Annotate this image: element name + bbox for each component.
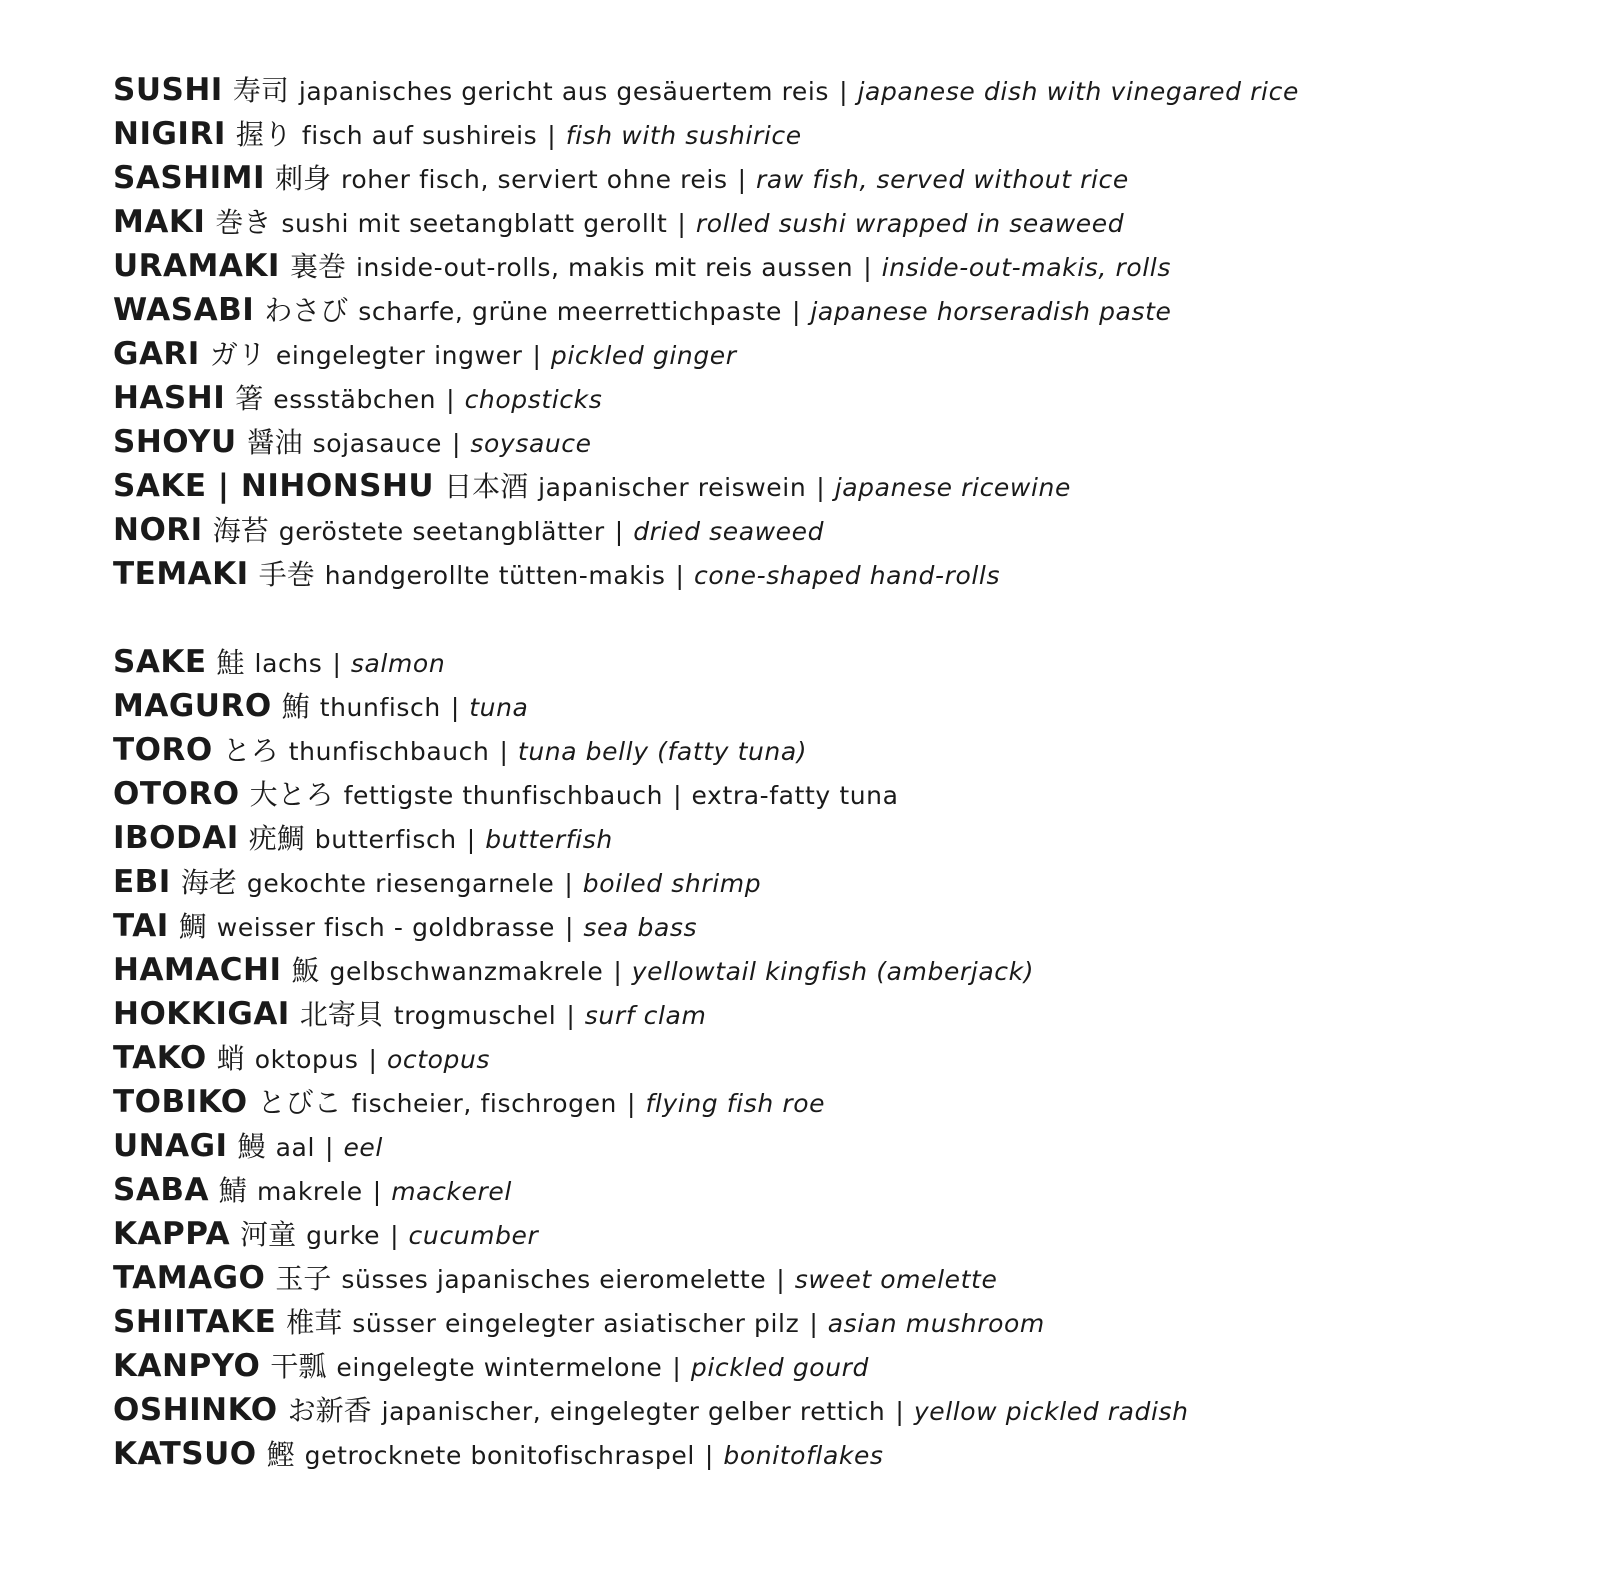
entry-kanji: 魬 bbox=[291, 954, 320, 987]
entry-english: tuna bbox=[469, 693, 529, 722]
entry-kanji: 箸 bbox=[235, 382, 264, 415]
entry-english: flying fish roe bbox=[645, 1089, 826, 1118]
entry-term: TEMAKI bbox=[113, 556, 249, 592]
glossary-entry bbox=[113, 684, 1573, 728]
entry-term: MAKI bbox=[113, 204, 206, 240]
entry-german: getrocknete bonitofischraspel bbox=[304, 1441, 695, 1470]
entry-english: salmon bbox=[350, 649, 446, 678]
entry-kanji: 鮪 bbox=[281, 690, 310, 723]
glossary-entry bbox=[113, 948, 1573, 992]
entry-english: eel bbox=[343, 1133, 383, 1162]
entry-term: URAMAKI bbox=[113, 248, 280, 284]
entry-kanji: お新香 bbox=[287, 1394, 372, 1427]
entry-german: geröstete seetangblätter bbox=[278, 517, 605, 546]
glossary-entry bbox=[113, 244, 1573, 288]
entry-kanji: 海老 bbox=[180, 866, 237, 899]
entry-separator: | bbox=[532, 341, 541, 370]
entry-term: SAKE | NIHONSHU bbox=[113, 468, 435, 504]
entry-separator: | bbox=[613, 957, 622, 986]
entry-german: gurke bbox=[306, 1221, 381, 1250]
entry-separator: | bbox=[547, 121, 556, 150]
entry-english: dried seaweed bbox=[633, 517, 825, 546]
entry-separator: | bbox=[566, 1001, 575, 1030]
entry-english: pickled ginger bbox=[550, 341, 737, 370]
glossary-entry bbox=[113, 112, 1573, 156]
entry-separator: | bbox=[390, 1221, 399, 1250]
entry-separator: | bbox=[816, 473, 825, 502]
entry-separator: | bbox=[372, 1177, 382, 1206]
entry-german: sushi mit seetangblatt gerollt bbox=[281, 209, 668, 238]
entry-german: gelbschwanzmakrele bbox=[329, 957, 604, 986]
entry-separator: | bbox=[677, 209, 686, 238]
glossary-entry bbox=[113, 332, 1573, 376]
entry-separator: | bbox=[368, 1045, 377, 1074]
entry-kanji: 鰻 bbox=[237, 1130, 266, 1163]
entry-german: gekochte riesengarnele bbox=[246, 869, 555, 898]
glossary-entry bbox=[113, 156, 1573, 200]
entry-english: cucumber bbox=[408, 1221, 539, 1250]
entry-term: HASHI bbox=[113, 380, 226, 416]
entry-english: fish with sushirice bbox=[565, 121, 802, 150]
glossary-entry bbox=[113, 728, 1573, 772]
entry-kanji: 日本酒 bbox=[444, 470, 529, 503]
entry-kanji: 寿司 bbox=[232, 74, 289, 107]
entry-german: handgerollte tütten-makis bbox=[324, 561, 666, 590]
entry-german: inside-out-rolls, makis mit reis aussen bbox=[355, 253, 854, 282]
entry-english: pickled gourd bbox=[690, 1353, 869, 1382]
entry-separator: | bbox=[564, 869, 573, 898]
entry-german: fisch auf sushireis bbox=[301, 121, 538, 150]
entry-term: OTORO bbox=[113, 776, 240, 812]
entry-separator: | bbox=[451, 429, 461, 458]
entry-term: SABA bbox=[113, 1172, 209, 1208]
entry-term: SHIITAKE bbox=[113, 1304, 277, 1340]
entry-term: WASABI bbox=[113, 292, 255, 328]
entry-kanji: 巻き bbox=[215, 206, 272, 239]
entry-term: SUSHI bbox=[113, 72, 223, 108]
entry-english: sea bass bbox=[583, 913, 698, 942]
glossary-entry bbox=[113, 640, 1573, 684]
entry-kanji: とびこ bbox=[257, 1086, 342, 1119]
glossary-entry bbox=[113, 200, 1573, 244]
entry-kanji: 手巻 bbox=[258, 558, 315, 591]
entry-kanji: 刺身 bbox=[275, 162, 332, 195]
entry-german: japanischer reiswein bbox=[538, 473, 807, 502]
glossary-entry bbox=[113, 816, 1573, 860]
entry-english: asian mushroom bbox=[827, 1309, 1045, 1338]
entry-kanji: 鰹 bbox=[266, 1438, 295, 1471]
glossary-entry bbox=[113, 68, 1573, 112]
entry-term: KANPYO bbox=[113, 1348, 261, 1384]
entry-english: bonitoflakes bbox=[723, 1441, 884, 1470]
entry-kanji: 醤油 bbox=[246, 426, 303, 459]
glossary-entry bbox=[113, 1344, 1573, 1388]
entry-german: fettigste thunfischbauch bbox=[343, 781, 664, 810]
entry-english: yellowtail kingfish (amberjack) bbox=[631, 957, 1035, 986]
entry-english: butterfish bbox=[485, 825, 613, 854]
entry-english: inside-out-makis, rolls bbox=[881, 253, 1171, 282]
entry-term: NORI bbox=[113, 512, 203, 548]
glossary-entry bbox=[113, 420, 1573, 464]
entry-german: japanischer, eingelegter gelber rettich bbox=[381, 1397, 886, 1426]
entry-kanji: 干瓢 bbox=[270, 1350, 327, 1383]
entry-separator: | bbox=[446, 385, 455, 414]
entry-term: TOBIKO bbox=[113, 1084, 248, 1120]
entry-kanji: ガリ bbox=[209, 338, 266, 371]
entry-separator: | bbox=[499, 737, 508, 766]
entry-separator: | bbox=[737, 165, 747, 194]
entry-term: TORO bbox=[113, 732, 213, 768]
entry-kanji: 海苔 bbox=[212, 514, 269, 547]
entry-term: TAMAGO bbox=[113, 1260, 266, 1296]
glossary-entry bbox=[113, 1168, 1573, 1212]
entry-term: HOKKIGAI bbox=[113, 996, 290, 1032]
entry-german: süsser eingelegter asiatischer pilz bbox=[352, 1309, 800, 1338]
entry-english: japanese ricewine bbox=[834, 473, 1071, 502]
entry-term: UNAGI bbox=[113, 1128, 228, 1164]
entry-english: rolled sushi wrapped in seaweed bbox=[695, 209, 1125, 238]
glossary-entry bbox=[113, 1080, 1573, 1124]
entry-separator: | bbox=[672, 1353, 681, 1382]
glossary-entry bbox=[113, 1300, 1573, 1344]
glossary-entry bbox=[113, 464, 1573, 508]
entry-separator: | bbox=[895, 1397, 904, 1426]
entry-separator: | bbox=[627, 1089, 636, 1118]
entry-kanji: 握り bbox=[235, 118, 292, 151]
entry-term: SAKE bbox=[113, 644, 207, 680]
glossary-entry bbox=[113, 1036, 1573, 1080]
entry-term: TAI bbox=[113, 908, 169, 944]
entry-term: KAPPA bbox=[113, 1216, 231, 1252]
entry-german: butterfisch bbox=[314, 825, 457, 854]
entry-english: octopus bbox=[386, 1045, 491, 1074]
entry-english: yellow pickled radish bbox=[913, 1397, 1189, 1426]
entry-german: lachs bbox=[254, 649, 323, 678]
entry-term: NIGIRI bbox=[113, 116, 226, 152]
entry-english: raw fish, served without rice bbox=[756, 165, 1129, 194]
entry-separator: | bbox=[466, 825, 476, 854]
entry-german: roher fisch, serviert ohne reis bbox=[341, 165, 728, 194]
entry-separator: | bbox=[332, 649, 341, 678]
entry-term: TAKO bbox=[113, 1040, 207, 1076]
entry-kanji: とろ bbox=[222, 734, 279, 767]
glossary-entry bbox=[113, 1124, 1573, 1168]
glossary-entry bbox=[113, 508, 1573, 552]
entry-separator: | bbox=[704, 1441, 714, 1470]
entry-german: aal bbox=[275, 1133, 315, 1162]
entry-kanji: 鯖 bbox=[218, 1174, 247, 1207]
entry-separator: | bbox=[776, 1265, 785, 1294]
entry-english: boiled shrimp bbox=[582, 869, 762, 898]
entry-term: IBODAI bbox=[113, 820, 239, 856]
entry-english: sweet omelette bbox=[794, 1265, 998, 1294]
entry-kanji: 北寄貝 bbox=[299, 998, 384, 1031]
entry-separator: | bbox=[673, 781, 682, 810]
entry-german: eingelegte wintermelone bbox=[336, 1353, 663, 1382]
entry-german: scharfe, grüne meerrettichpaste bbox=[358, 297, 782, 326]
glossary-entry bbox=[113, 772, 1573, 816]
entry-german: sojasauce bbox=[312, 429, 442, 458]
entry-separator: | bbox=[564, 913, 574, 942]
glossary-entry bbox=[113, 288, 1573, 332]
entry-kanji: 鮭 bbox=[216, 646, 245, 679]
entry-separator: | bbox=[863, 253, 872, 282]
glossary-section-basics bbox=[113, 68, 1573, 596]
entry-term: SHOYU bbox=[113, 424, 237, 460]
entry-separator: | bbox=[791, 297, 801, 326]
sushi-glossary bbox=[113, 68, 1573, 1476]
entry-english: surf clam bbox=[584, 1001, 707, 1030]
entry-german: weisser fisch - goldbrasse bbox=[216, 913, 555, 942]
entry-kanji: 大とろ bbox=[249, 778, 334, 811]
entry-separator: | bbox=[809, 1309, 818, 1338]
entry-english: chopsticks bbox=[464, 385, 603, 414]
entry-english: japanese dish with vinegared rice bbox=[857, 77, 1299, 106]
entry-separator: | bbox=[614, 517, 624, 546]
entry-german: trogmuschel bbox=[393, 1001, 557, 1030]
entry-english: tuna belly (fatty tuna) bbox=[517, 737, 808, 766]
glossary-entry bbox=[113, 992, 1573, 1036]
entry-kanji: 蛸 bbox=[216, 1042, 245, 1075]
entry-term: SASHIMI bbox=[113, 160, 266, 196]
entry-kanji: 玉子 bbox=[275, 1262, 332, 1295]
entry-english: mackerel bbox=[391, 1177, 512, 1206]
entry-separator: | bbox=[450, 693, 460, 722]
glossary-entry bbox=[113, 904, 1573, 948]
entry-english: cone-shaped hand-rolls bbox=[693, 561, 1001, 590]
entry-kanji: 鯛 bbox=[178, 910, 207, 943]
entry-english: japanese horseradish paste bbox=[810, 297, 1172, 326]
entry-english: soysauce bbox=[470, 429, 592, 458]
entry-separator: | bbox=[839, 77, 848, 106]
entry-german: japanisches gericht aus gesäuertem reis bbox=[298, 77, 830, 106]
glossary-entry bbox=[113, 1388, 1573, 1432]
entry-german: eingelegter ingwer bbox=[275, 341, 523, 370]
entry-kanji: 河童 bbox=[240, 1218, 297, 1251]
glossary-entry bbox=[113, 376, 1573, 420]
glossary-entry bbox=[113, 860, 1573, 904]
glossary-entry bbox=[113, 1212, 1573, 1256]
entry-german: thunfischbauch bbox=[288, 737, 490, 766]
entry-german: thunfisch bbox=[319, 693, 441, 722]
entry-term: MAGURO bbox=[113, 688, 272, 724]
entry-english: extra-fatty tuna bbox=[691, 781, 899, 810]
entry-term: KATSUO bbox=[113, 1436, 257, 1472]
entry-kanji: 疣鯛 bbox=[248, 822, 305, 855]
entry-separator: | bbox=[675, 561, 684, 590]
glossary-section-ingredients bbox=[113, 640, 1573, 1476]
entry-kanji: 裏巻 bbox=[289, 250, 346, 283]
entry-german: oktopus bbox=[254, 1045, 359, 1074]
entry-german: fischeier, fischrogen bbox=[351, 1089, 617, 1118]
glossary-entry bbox=[113, 1432, 1573, 1476]
entry-german: süsses japanisches eieromelette bbox=[341, 1265, 767, 1294]
entry-term: HAMACHI bbox=[113, 952, 282, 988]
entry-term: OSHINKO bbox=[113, 1392, 278, 1428]
entry-german: essstäbchen bbox=[273, 385, 437, 414]
entry-kanji: 椎茸 bbox=[286, 1306, 343, 1339]
entry-kanji: わさび bbox=[264, 294, 349, 327]
entry-german: makrele bbox=[256, 1177, 363, 1206]
entry-separator: | bbox=[325, 1133, 334, 1162]
glossary-entry bbox=[113, 552, 1573, 596]
entry-term: GARI bbox=[113, 336, 200, 372]
entry-term: EBI bbox=[113, 864, 171, 900]
glossary-entry bbox=[113, 1256, 1573, 1300]
